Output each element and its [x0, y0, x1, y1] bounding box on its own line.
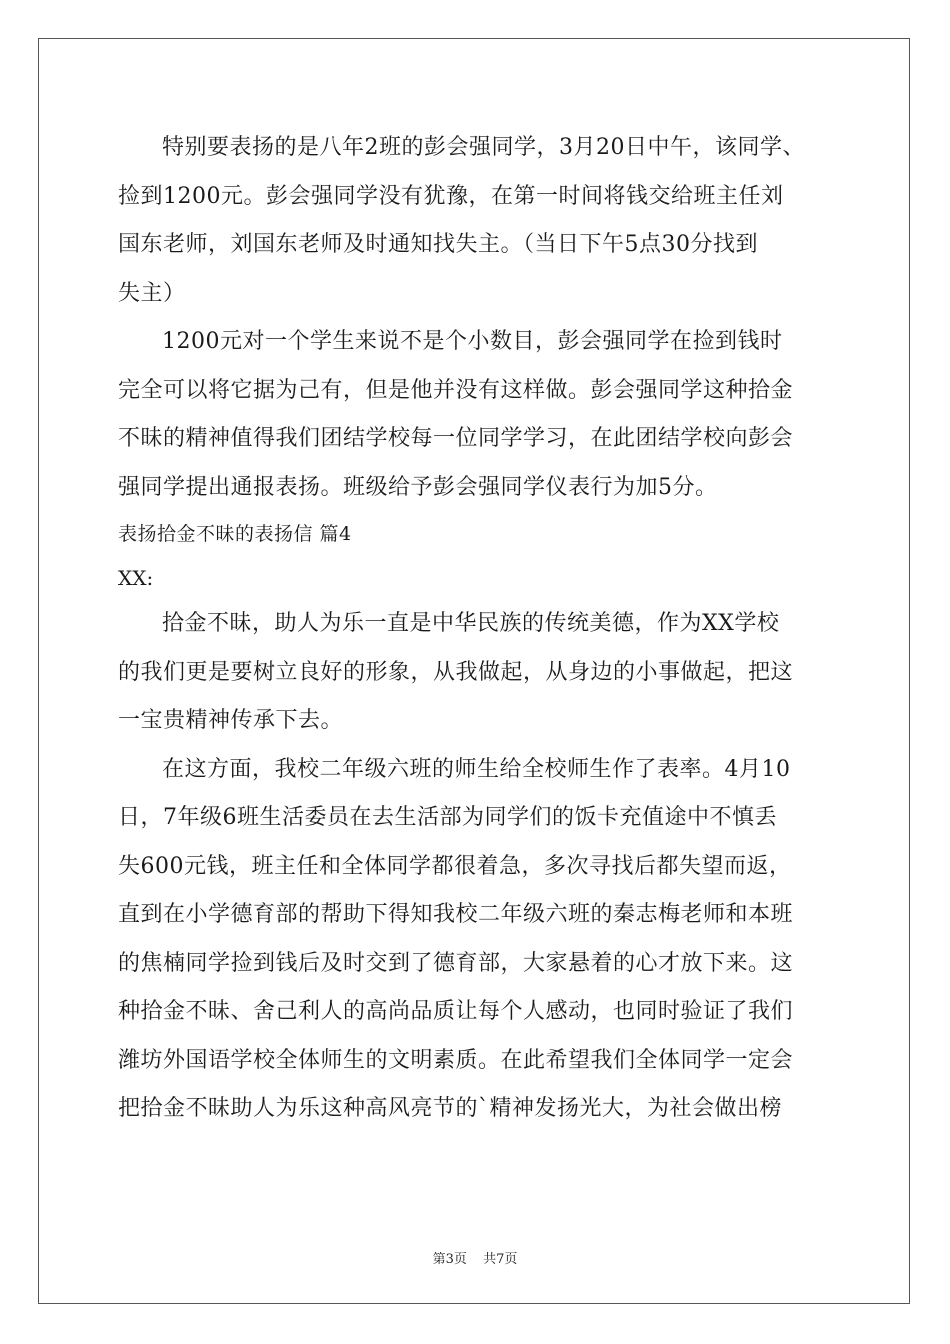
page-footer: [0, 1248, 950, 1267]
text-line: 一宝贵精神传承下去。: [118, 708, 344, 733]
paragraph-3: [118, 600, 830, 746]
section-heading: 表扬拾金不昧的表扬信 篇4: [118, 523, 352, 545]
text-line: 在这方面，我校二年级六班的师生给全校师生作了表率。4月10: [162, 756, 791, 782]
text-line: 1200元对一个学生来说不是个小数目，彭会强同学在捡到钱时: [162, 329, 783, 354]
text-line: 日，7年级6班生活委员在去生活部为同学们的饭卡充值途中不慎丢: [118, 805, 777, 830]
page-number: 第3页: [432, 1252, 467, 1267]
salutation: XX:: [118, 566, 154, 590]
text-line: 的焦楠同学捡到钱后及时交到了德育部，大家悬着的心才放下来。这: [118, 950, 794, 976]
page-total: 共7页: [483, 1252, 518, 1267]
text-line: 直到在小学德育部的帮助下得知我校二年级六班的秦志梅老师和本班: [118, 902, 794, 927]
paragraph-1: [118, 124, 830, 318]
text-line: 强同学提出通报表扬。班级给予彭会强同学仪表行为加5分。: [118, 474, 718, 500]
document-body: [118, 124, 830, 1134]
text-line: 不昧的精神值得我们团结学校每一位同学学习，在此团结学校向彭会: [118, 426, 794, 451]
text-line: 失主）: [118, 280, 186, 306]
text-line: 捡到1200元。彭会强同学没有犹豫，在第一时间将钱交给班主任刘: [118, 183, 784, 209]
text-line: 失600元钱，班主任和全体同学都很着急，多次寻找后都失望而返，: [118, 853, 792, 879]
text-line: 潍坊外国语学校全体师生的文明素质。在此希望我们全体同学一定会: [118, 1047, 794, 1073]
text-line: 种拾金不昧、舍己利人的高尚品质让每个人感动，也同时验证了我们: [118, 999, 794, 1024]
text-line: 国东老师，刘国东老师及时通知找失主。（当日下午5点30分找到: [118, 232, 758, 257]
text-line: 完全可以将它据为己有，但是他并没有这样做。彭会强同学这种拾金: [118, 377, 794, 403]
text-line: 特别要表扬的是八年2班的彭会强同学，3月20日中午，该同学、: [162, 135, 805, 160]
text-line: 拾金不昧，助人为乐一直是中华民族的传统美德，作为XX学校: [162, 611, 780, 636]
paragraph-4: [118, 746, 830, 1134]
text-line: 把拾金不昧助人为乐这种高风亮节的`精神发扬光大，为社会做出榜: [118, 1096, 783, 1121]
paragraph-2: [118, 318, 830, 512]
text-line: 的我们更是要树立良好的形象，从我做起，从身边的小事做起，把这: [118, 659, 794, 685]
